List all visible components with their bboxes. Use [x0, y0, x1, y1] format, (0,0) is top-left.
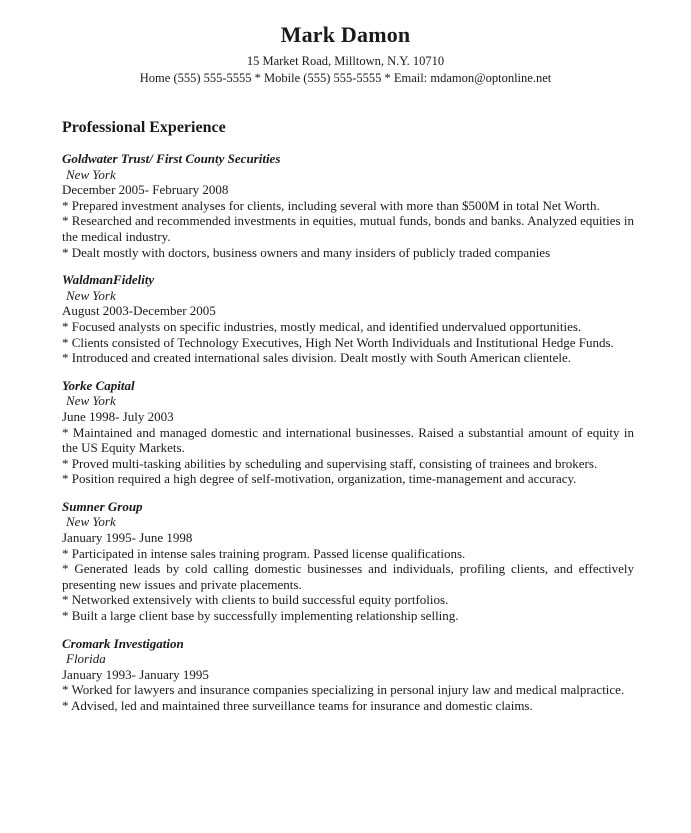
job-entry [62, 636, 634, 714]
job-entry [62, 378, 634, 487]
job-employer: Sumner Group [62, 498, 143, 514]
job-bullet: * Proved multi-tasking abilities by scheduling and supervising staff, consisting of trainees and brokers. [62, 455, 598, 471]
job-dates: June 1998- July 2003 [62, 408, 174, 424]
job-location: New York [66, 166, 116, 182]
job-bullet: * Researched and recommended investments in equities, mutual funds, bonds and banks. Analyzed equities in the medical industry. [62, 213, 634, 244]
job-entry [62, 499, 634, 624]
candidate-contact: Home (555) 555-5555 * Mobile (555) 555-5555 * Email: mdamon@optonline.net [139, 71, 552, 85]
job-bullet: * Maintained and managed domestic and international businesses. Raised a substantial amount of equity in the US Equity Markets. [62, 424, 634, 456]
job-location: New York [66, 287, 116, 303]
job-employer: Cromark Investigation [62, 635, 184, 651]
job-bullet: * Worked for lawyers and insurance companies specializing in personal injury law and medical malpractice. [62, 682, 625, 698]
job-location: New York [66, 514, 116, 530]
job-dates: December 2005- February 2008 [62, 182, 229, 198]
job-employer: Yorke Capital [62, 377, 135, 393]
section-title: Professional Experience [62, 119, 226, 136]
job-employer: Goldwater Trust/ First County Securities [62, 151, 281, 166]
job-bullet: * Focused analysts on specific industries, mostly medical, and identified undervalued opportunities. [62, 318, 582, 334]
job-bullet: * Advised, led and maintained three surveillance teams for insurance and domestic claims. [62, 698, 533, 713]
job-bullet: * Built a large client base by successfully implementing relationship selling. [62, 608, 459, 624]
job-bullet: * Position required a high degree of self-motivation, organization, time-management and accuracy. [62, 471, 577, 487]
job-bullet: * Generated leads by cold calling domestic businesses and individuals, profiling clients, and effectively presenting new issues and private placements. [62, 561, 634, 592]
candidate-name: Mark Damon [280, 22, 411, 47]
job-dates: January 1995- June 1998 [62, 530, 193, 546]
job-bullet: * Prepared investment analyses for clients, including several with more than $500M in total Net Worth. [62, 197, 600, 213]
job-employer: WaldmanFidelity [62, 272, 155, 288]
job-bullet: * Participated in intense sales training program. Passed license qualifications. [62, 545, 466, 561]
job-bullet: * Dealt mostly with doctors, business owners and many insiders of publicly traded companies [62, 244, 551, 260]
job-dates: August 2003-December 2005 [62, 303, 216, 319]
job-dates: January 1993- January 1995 [62, 666, 209, 682]
job-entry [62, 272, 634, 366]
experience-list [62, 151, 634, 726]
job-location: New York [66, 393, 116, 409]
job-bullet: * Clients consisted of Technology Executives, High Net Worth Individuals and Institutional Hedge Funds. [62, 334, 614, 350]
job-location: Florida [66, 651, 106, 667]
candidate-address: 15 Market Road, Milltown, N.Y. 10710 [246, 54, 445, 68]
job-bullet: * Introduced and created international sales division. Dealt mostly with South American clientele. [62, 350, 572, 366]
job-entry [62, 151, 634, 260]
job-bullet: * Networked extensively with clients to build successful equity portfolios. [62, 592, 449, 608]
